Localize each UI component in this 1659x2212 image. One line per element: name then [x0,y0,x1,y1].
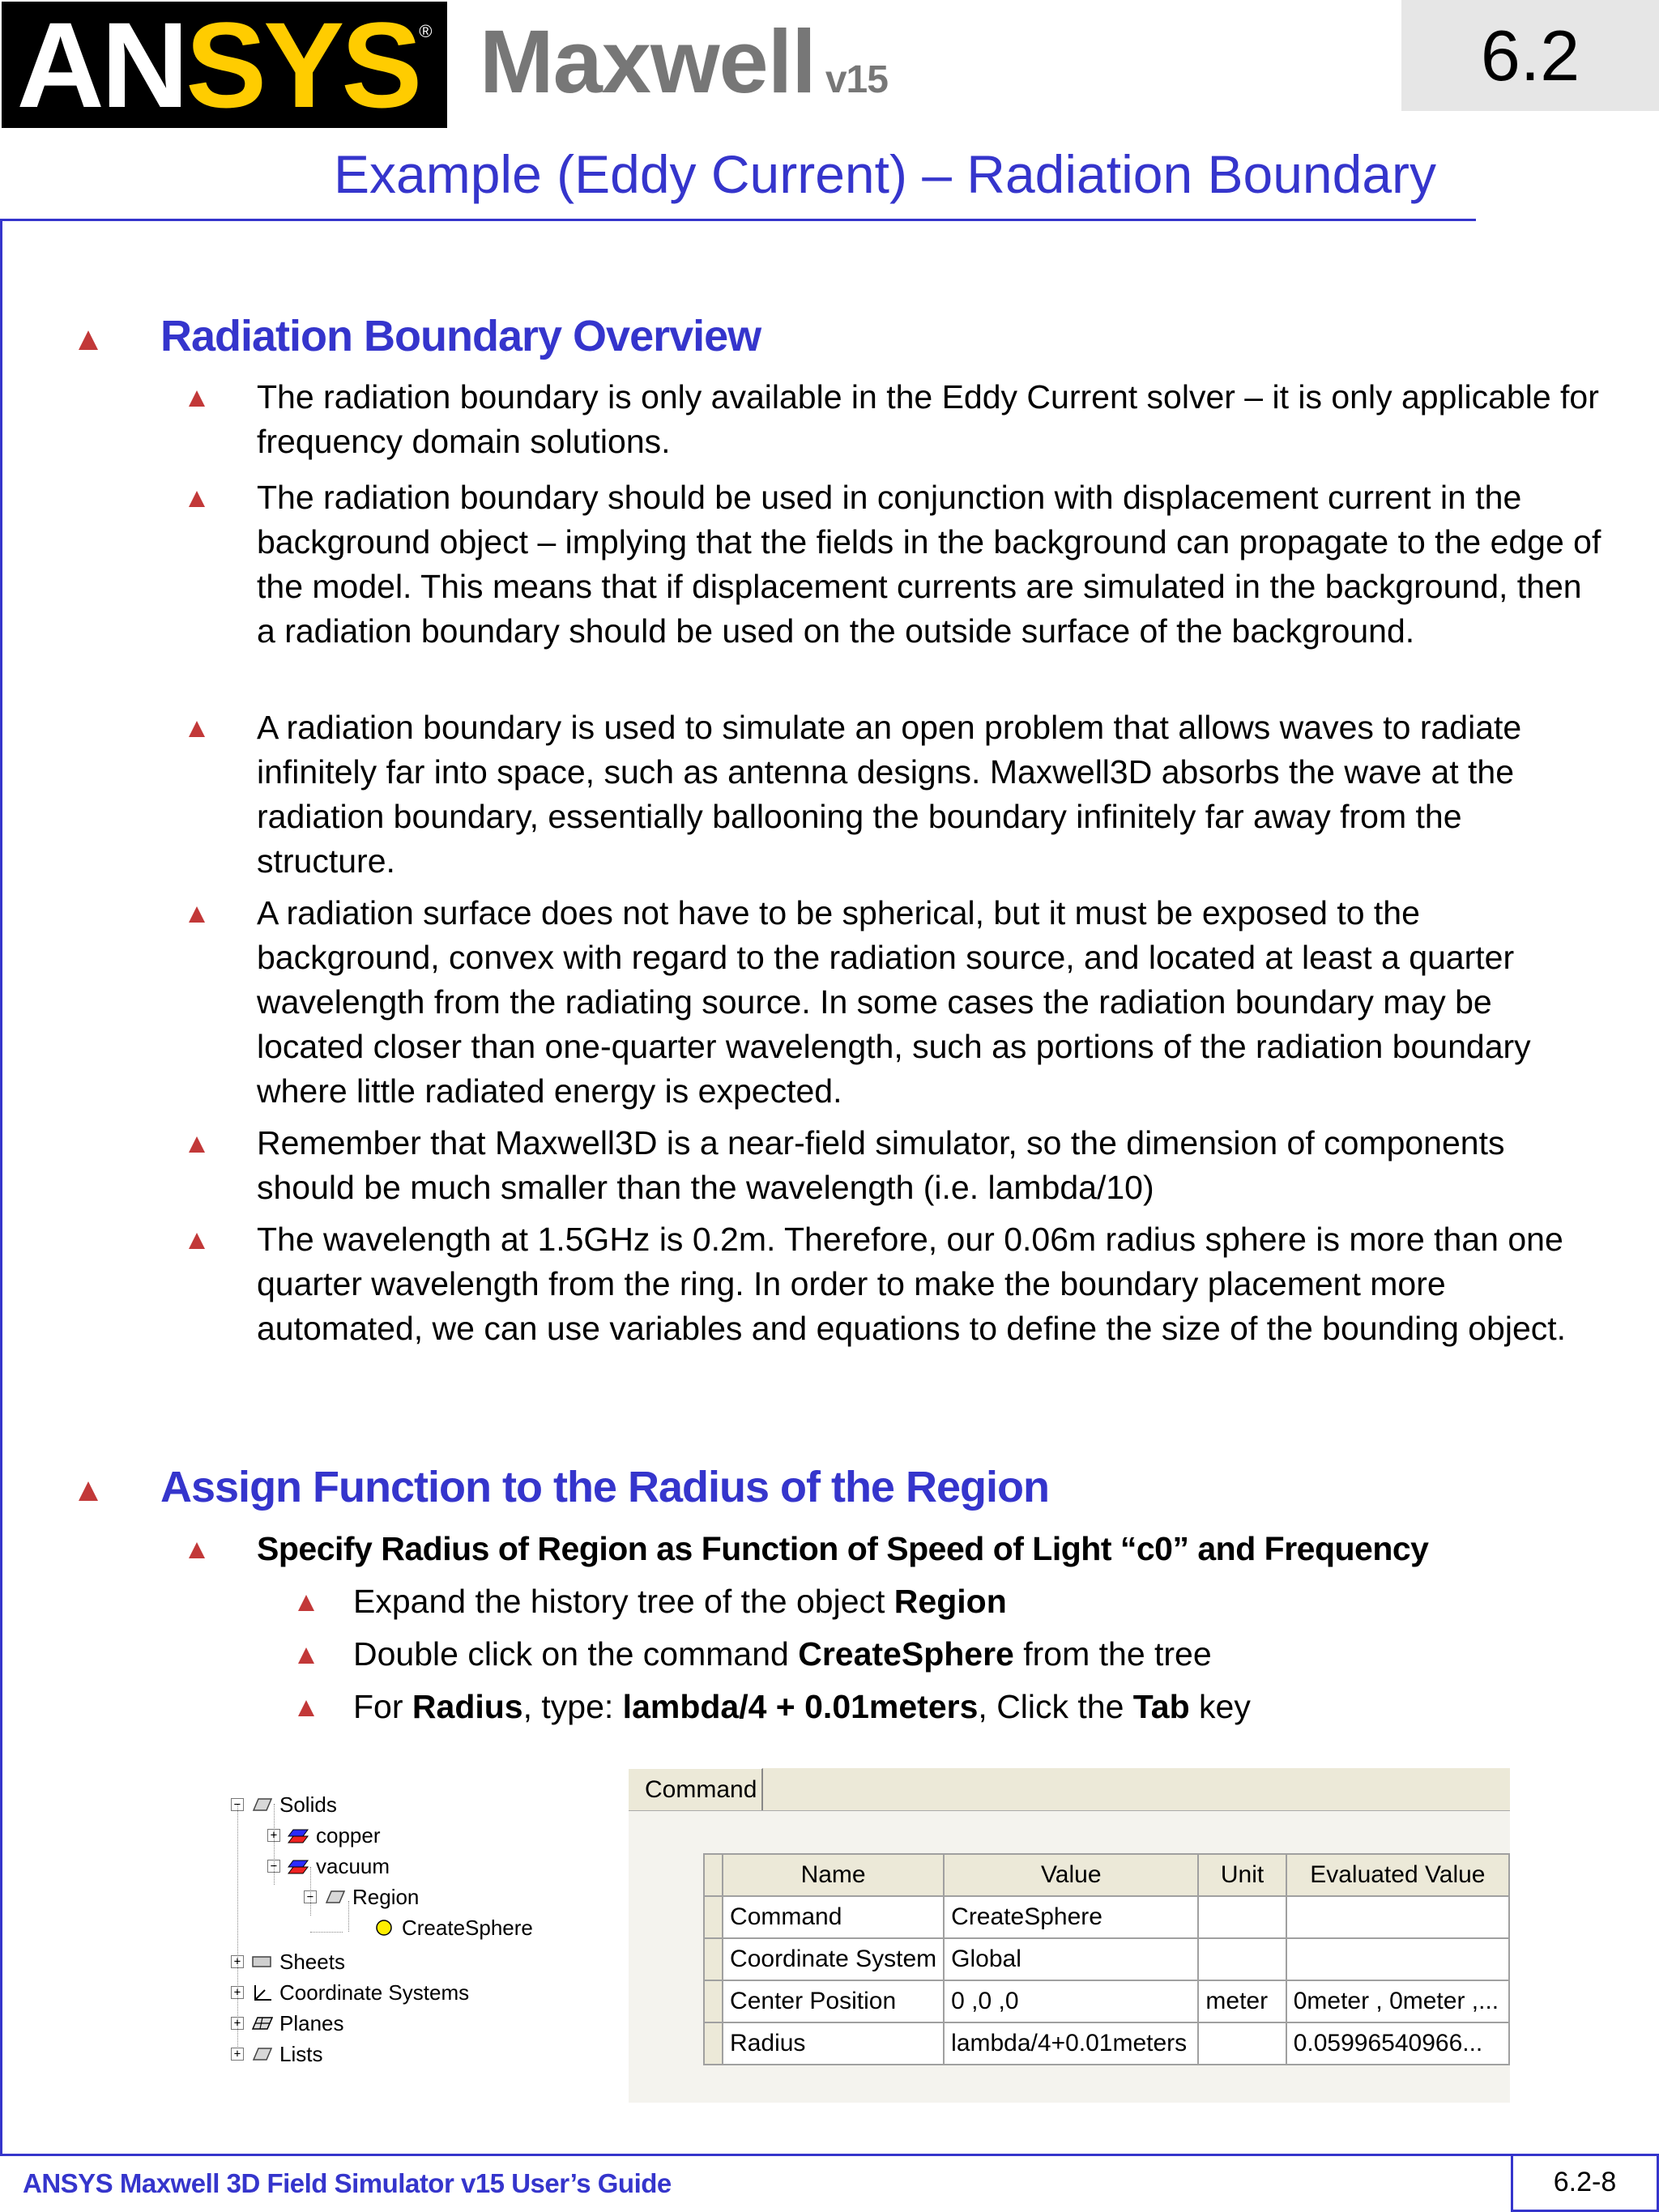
section-heading-assign-function: Assign Function to the Radius of the Region [160,1463,1049,1511]
collapse-icon[interactable]: − [231,1798,244,1811]
overview-bullet-1: The radiation boundary is only available in the Eddy Current solver – it is only applicable for frequency domain solutions. [257,378,1599,460]
step-2-text-end: from the tree [1013,1635,1212,1673]
assign-sub-heading [257,1527,1601,1571]
sheet-icon [250,1953,273,1971]
material-icon [287,1857,309,1875]
tree-node-lists[interactable] [231,2044,322,2065]
step-3-bold-b: lambda/4 + 0.01meters [622,1688,979,1725]
cell-value[interactable]: 0 ,0 ,0 [944,1980,1198,2022]
table-row[interactable] [704,1938,1509,1980]
bullet-icon [189,390,205,407]
tree-label: Region [352,1885,420,1909]
cell-evaluated-value: 0meter , 0meter ,... [1286,1980,1509,2022]
product-version: v15 [825,58,888,101]
section-heading-overview: Radiation Boundary Overview [160,312,761,360]
overview-bullet-2: The radiation boundary should be used in conjunction with displacement current in the background object – implying that the fields in the background can propagate to the edge of the model. This means that if displacement currents are simulated in the background, then a radiation boundary should be used on the outside surface of the background. [257,479,1601,650]
tree-node-sheets[interactable] [231,1951,345,1972]
title-divider [0,219,1476,221]
table-row[interactable] [704,2022,1509,2065]
command-properties-table [703,1853,1510,2065]
row-selector[interactable] [704,1980,723,2022]
frame-bottom-border [0,2154,1659,2156]
cell-evaluated-value [1286,1938,1509,1980]
overview-bullet-5: Remember that Maxwell3D is a near-field simulator, so the dimension of components should be much smaller than the wavelength (i.e. lambda/10) [257,1124,1505,1206]
cell-unit[interactable]: meter [1198,1980,1286,2022]
cell-name: Radius [723,2022,944,2065]
overview-bullet-6: The wavelength at 1.5GHz is 0.2m. Therefore, our 0.06m radius sphere is more than one quarter wavelength from the ring. In order to make the boundary placement more automated, we can use variables and equations to define the size of the bounding object. [257,1221,1567,1347]
bullet-icon [189,906,205,923]
cell-name: Coordinate System [723,1938,944,1980]
step-3-text-b: , type: [522,1688,623,1725]
bullet-icon [298,1647,314,1664]
bullet-icon [298,1595,314,1611]
table-header-row [704,1854,1509,1896]
column-header-unit[interactable]: Unit [1198,1854,1286,1896]
tree-node-createsphere[interactable] [373,1917,533,1938]
cell-evaluated-value [1286,1896,1509,1938]
expand-icon[interactable]: + [231,2017,244,2030]
step-2-bold: CreateSphere [798,1635,1014,1673]
tree-node-vacuum[interactable] [267,1856,390,1877]
column-header-name[interactable]: Name [723,1854,944,1896]
plane-icon [250,2014,273,2032]
axes-icon [250,1984,273,2001]
step-3-bold-c: Tab [1132,1688,1190,1725]
collapse-icon[interactable]: − [304,1890,317,1903]
cell-evaluated-value: 0.05996540966... [1286,2022,1509,2065]
bullet-icon [189,721,205,737]
tree-label: Lists [279,2042,323,2066]
overview-bullet-3: A radiation boundary is used to simulate an open problem that allows waves to radiate infinitely far into space, such as antenna designs. Maxwell3D absorbs the wave at the radiation boundary, essentially ballooning the boundary infinitely far away from the structure. [257,709,1522,880]
list-icon [250,2045,273,2063]
tree-node-planes[interactable] [231,2013,344,2034]
material-icon [287,1826,309,1844]
tree-label: Solids [279,1792,337,1817]
step-3-text-d: key [1189,1688,1251,1725]
column-header-value[interactable]: Value [944,1854,1198,1896]
column-header-evaluated-value[interactable]: Evaluated Value [1286,1854,1509,1896]
cell-unit[interactable] [1198,1896,1286,1938]
tree-label: Coordinate Systems [279,1980,470,2005]
cell-value[interactable]: lambda/4+0.01meters [944,2022,1198,2065]
overview-bullet-4: A radiation surface does not have to be spherical, but it must be exposed to the background, convex with regard to the radiation source, and located at least a quarter wavelength from the radiating source. In some cases the radiation boundary may be located closer than one-quarter wavelength, such as portions of the radiation boundary where little radiated energy is expected. [257,894,1531,1110]
footer-guide-title: ANSYS Maxwell 3D Field Simulator v15 User’s Guide [23,2168,672,2198]
tree-guide-line [310,1932,343,1933]
step-radius [353,1685,1617,1729]
tree-node-solids[interactable] [231,1794,337,1815]
history-tree [219,1786,575,2066]
bullet-icon [189,1136,205,1153]
step-3-text-c: , Click the [978,1688,1133,1725]
cell-unit[interactable] [1198,2022,1286,2065]
solid-icon [323,1888,346,1906]
tree-node-copper[interactable] [267,1825,381,1846]
frame-left-border [0,219,2,2155]
logo-text-an: AN [16,0,186,133]
tree-label: vacuum [316,1854,390,1878]
step-expand-history [353,1579,1617,1624]
bullet-icon [79,1481,98,1501]
row-selector-header [704,1854,723,1896]
tree-label: Planes [279,2011,344,2035]
cell-value[interactable]: Global [944,1938,1198,1980]
bullet-icon [79,330,98,350]
table-row[interactable] [704,1980,1509,2022]
tree-label: CreateSphere [402,1916,533,1940]
tree-label: copper [316,1823,381,1848]
solid-icon [250,1796,273,1813]
row-selector[interactable] [704,1938,723,1980]
step-1-text: Expand the history tree of the object [353,1583,894,1620]
command-properties-panel [629,1768,1510,2103]
step-3-text-a: For [353,1688,412,1725]
row-selector[interactable] [704,1896,723,1938]
tree-node-region[interactable] [304,1886,419,1907]
bullet-icon [189,491,205,507]
expand-icon[interactable]: + [231,2048,244,2061]
assign-sub-heading-text: Specify Radius of Region as Function of Speed of Light “c0” and Frequency [257,1530,1429,1567]
step-3-bold-a: Radius [412,1688,523,1725]
step-2-text: Double click on the command [353,1635,799,1673]
expand-icon[interactable]: + [231,1955,244,1968]
page-title: Example (Eddy Current) – Radiation Boundary [334,144,1437,204]
page-number: 6.2-8 [1511,2155,1659,2212]
bullet-icon [189,1542,205,1558]
bullet-icon [298,1700,314,1716]
tab-command[interactable]: Command [629,1768,763,1810]
ansys-logo [2,0,447,133]
step-1-bold: Region [893,1583,1007,1620]
product-title: Maxwell [480,12,816,112]
logo-registered-mark: ® [419,21,433,41]
cell-value[interactable]: CreateSphere [944,1896,1198,1938]
bullet-icon [189,1233,205,1249]
expand-icon[interactable]: + [231,1986,244,1999]
row-selector[interactable] [704,2022,723,2065]
tree-label: Sheets [279,1950,345,1974]
cell-name: Command [723,1896,944,1938]
expand-icon[interactable]: + [267,1829,280,1842]
tree-guide-line [237,1804,238,2047]
cell-name: Center Position [723,1980,944,2022]
table-row[interactable] [704,1896,1509,1938]
command-icon [373,1919,395,1937]
collapse-icon[interactable]: − [267,1860,280,1873]
tree-node-coordinate-systems[interactable] [231,1982,469,2003]
product-name [480,12,888,112]
logo-text-sys: SYS [186,0,420,133]
section-number: 6.2 [1401,0,1659,111]
cell-unit[interactable] [1198,1938,1286,1980]
step-double-click [353,1632,1617,1677]
